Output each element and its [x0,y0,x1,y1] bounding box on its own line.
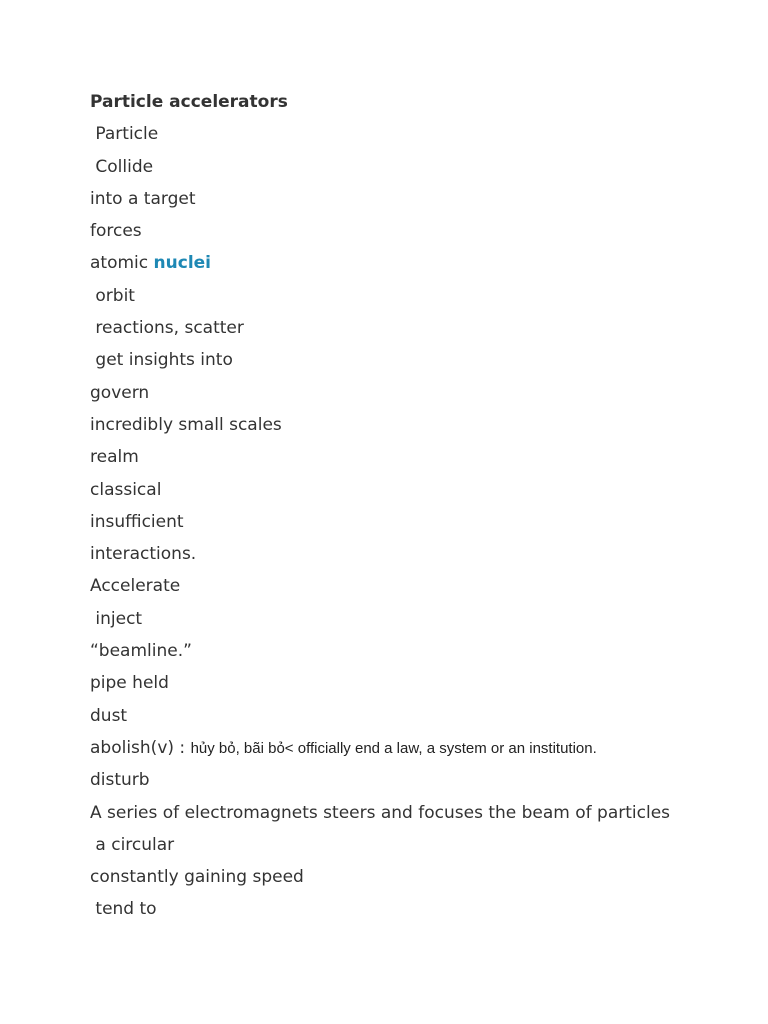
vocab-line: pipe held [90,673,169,694]
vocab-line: govern [90,382,150,403]
vocab-line: interactions. [90,544,197,565]
vocab-line: classical [90,479,162,500]
vocab-line: insufficient [90,511,184,532]
vocab-line: dust [90,705,128,726]
vocab-line: “beamline.” [90,641,192,662]
vocab-line: orbit [90,285,135,306]
vocab-line-abolish [90,736,730,768]
vocab-line: disturb [90,770,150,791]
abolish-term: abolish(v) : [90,737,191,758]
atomic-prefix: atomic [90,253,154,274]
abolish-definition: hủy bỏ, bãi bỏ< officially end a law, a system or an institution. [190,739,597,757]
vocab-line: constantly gaining speed [90,867,304,888]
vocab-line: realm [90,447,139,468]
vocab-line-atomic [90,251,730,283]
vocab-line: reactions, scatter [90,318,244,339]
vocab-line: a circular [90,834,175,855]
vocab-line: inject [90,608,143,629]
vocab-line: forces [90,221,142,242]
vocab-line: Collide [90,156,154,177]
vocab-line: A series of electromagnets steers and focuses the beam of particles [90,802,671,823]
vocab-line: into a target [90,188,196,209]
highlighted-word: nuclei [153,253,211,274]
document-title: Particle accelerators [90,92,288,112]
document-body [90,90,730,930]
vocab-line: incredibly small scales [90,414,282,435]
vocab-line: get insights into [90,350,233,371]
vocab-line: Accelerate [90,576,181,597]
vocab-line: tend to [90,899,157,920]
vocab-line: Particle [90,124,159,145]
